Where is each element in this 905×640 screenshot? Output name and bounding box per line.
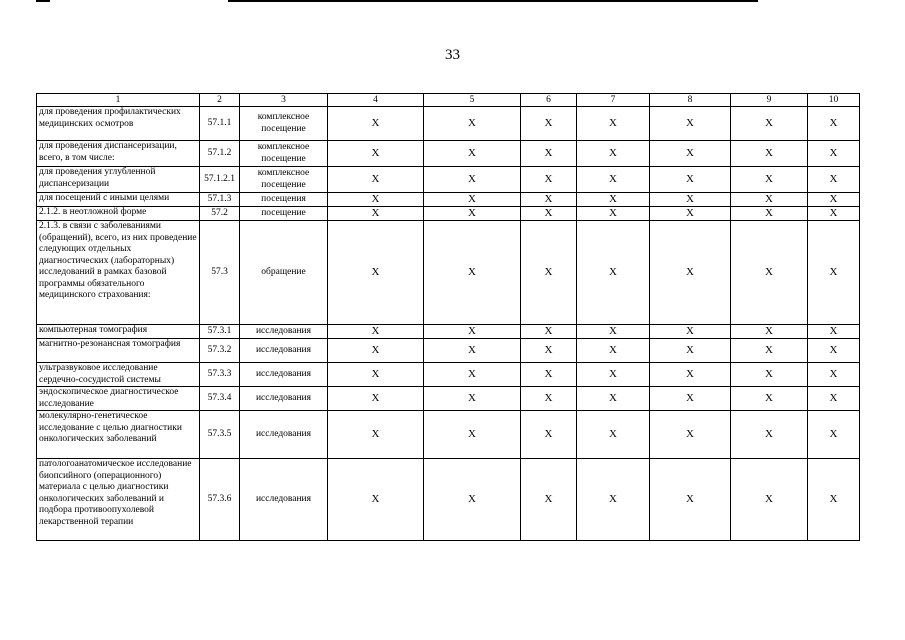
row-value: X [650, 141, 731, 167]
col-header: 10 [808, 94, 860, 107]
row-value: X [328, 325, 424, 339]
col-header: 9 [731, 94, 808, 107]
table-row [37, 411, 860, 459]
row-value: X [731, 107, 808, 141]
page-number: 33 [445, 47, 460, 63]
row-code: 57.1.2.1 [200, 167, 240, 193]
row-value: X [731, 193, 808, 207]
row-value: X [577, 221, 650, 325]
row-value: X [731, 459, 808, 541]
row-value: X [650, 221, 731, 325]
col-header: 5 [424, 94, 521, 107]
row-value: X [328, 459, 424, 541]
row-value: X [521, 167, 577, 193]
row-value: X [577, 141, 650, 167]
row-value: X [650, 193, 731, 207]
row-value: X [808, 193, 860, 207]
table-row [37, 325, 860, 339]
row-value: X [808, 387, 860, 411]
row-value: X [328, 387, 424, 411]
row-value: X [424, 193, 521, 207]
row-value: X [650, 325, 731, 339]
row-value: X [731, 221, 808, 325]
row-value: X [521, 221, 577, 325]
col-header: 6 [521, 94, 577, 107]
row-value: X [731, 387, 808, 411]
row-unit: исследования [240, 363, 328, 387]
row-unit: исследования [240, 459, 328, 541]
row-value: X [808, 221, 860, 325]
col-header: 8 [650, 94, 731, 107]
row-unit: посещения [240, 193, 328, 207]
row-code: 57.3.5 [200, 411, 240, 459]
row-code: 57.3.4 [200, 387, 240, 411]
col-header: 7 [577, 94, 650, 107]
row-value: X [521, 411, 577, 459]
row-value: X [731, 141, 808, 167]
row-unit: исследования [240, 325, 328, 339]
row-value: X [731, 325, 808, 339]
row-code: 57.1.1 [200, 107, 240, 141]
table-row [37, 387, 860, 411]
row-value: X [328, 107, 424, 141]
row-name: 2.1.3. в связи с заболеваниями (обращений), всего, из них проведение следующих отдельных диагностических (лабораторных) исследований в рамках базовой программы обязательного медицинского страхования: [37, 221, 200, 325]
row-name: ультразвуковое исследование сердечно-сосудистой системы [37, 363, 200, 387]
col-header: 2 [200, 94, 240, 107]
row-name: для проведения диспансеризации, всего, в том числе: [37, 141, 200, 167]
row-unit: комплексное посещение [240, 107, 328, 141]
row-code: 57.1.3 [200, 193, 240, 207]
row-value: X [521, 207, 577, 221]
row-code: 57.3.1 [200, 325, 240, 339]
col-header: 1 [37, 94, 200, 107]
row-value: X [328, 141, 424, 167]
row-value: X [521, 363, 577, 387]
row-value: X [424, 141, 521, 167]
row-value: X [650, 459, 731, 541]
table-row [37, 339, 860, 363]
table-row [37, 107, 860, 141]
row-value: X [424, 339, 521, 363]
row-value: X [808, 141, 860, 167]
row-value: X [650, 339, 731, 363]
row-value: X [650, 207, 731, 221]
row-value: X [731, 363, 808, 387]
row-name: молекулярно-генетическое исследование с целью диагностики онкологических заболеваний [37, 411, 200, 459]
row-value: X [521, 459, 577, 541]
row-value: X [577, 459, 650, 541]
table-row [37, 221, 860, 325]
row-unit: посещение [240, 207, 328, 221]
table-row [37, 167, 860, 193]
row-value: X [521, 387, 577, 411]
row-value: X [808, 363, 860, 387]
row-value: X [808, 339, 860, 363]
column-number-row [37, 94, 860, 107]
row-value: X [424, 221, 521, 325]
row-value: X [650, 167, 731, 193]
row-value: X [731, 167, 808, 193]
row-name: патологоанатомическое исследование биопсийного (операционного) материала с целью диагностики онкологических заболеваний и подбора противоопухолевой лекарственной терапии [37, 459, 200, 541]
row-unit: обращение [240, 221, 328, 325]
row-value: X [577, 339, 650, 363]
scan-top-border [228, 0, 758, 2]
row-value: X [424, 363, 521, 387]
row-value: X [650, 411, 731, 459]
row-value: X [521, 193, 577, 207]
row-value: X [424, 325, 521, 339]
row-value: X [521, 325, 577, 339]
row-value: X [521, 141, 577, 167]
row-code: 57.1.2 [200, 141, 240, 167]
row-value: X [808, 107, 860, 141]
row-value: X [328, 411, 424, 459]
row-unit: комплексное посещение [240, 167, 328, 193]
row-value: X [731, 411, 808, 459]
row-name: магнитно-резонансная томография [37, 339, 200, 363]
row-value: X [328, 193, 424, 207]
table-row [37, 459, 860, 541]
row-value: X [731, 207, 808, 221]
row-value: X [731, 339, 808, 363]
row-name: для посещений с иными целями [37, 193, 200, 207]
row-value: X [424, 387, 521, 411]
row-name: для проведения профилактических медицинских осмотров [37, 107, 200, 141]
row-value: X [577, 387, 650, 411]
row-code: 57.2 [200, 207, 240, 221]
row-value: X [650, 363, 731, 387]
row-value: X [328, 167, 424, 193]
row-name: для проведения углубленной диспансеризации [37, 167, 200, 193]
row-name: 2.1.2. в неотложной форме [37, 207, 200, 221]
row-unit: исследования [240, 339, 328, 363]
row-value: X [328, 339, 424, 363]
row-value: X [577, 325, 650, 339]
row-value: X [521, 107, 577, 141]
table-row [37, 141, 860, 167]
row-value: X [328, 363, 424, 387]
row-code: 57.3.3 [200, 363, 240, 387]
row-unit: исследования [240, 411, 328, 459]
col-header: 4 [328, 94, 424, 107]
row-value: X [424, 167, 521, 193]
row-value: X [424, 207, 521, 221]
row-value: X [328, 221, 424, 325]
row-value: X [577, 207, 650, 221]
row-value: X [808, 411, 860, 459]
row-value: X [424, 459, 521, 541]
row-value: X [808, 325, 860, 339]
row-value: X [577, 193, 650, 207]
row-code: 57.3 [200, 221, 240, 325]
row-value: X [577, 107, 650, 141]
row-value: X [577, 363, 650, 387]
row-value: X [808, 207, 860, 221]
row-value: X [424, 411, 521, 459]
row-value: X [808, 167, 860, 193]
row-value: X [328, 207, 424, 221]
row-unit: исследования [240, 387, 328, 411]
row-value: X [650, 107, 731, 141]
row-name: эндоскопическое диагностическое исследование [37, 387, 200, 411]
table-row [37, 207, 860, 221]
row-value: X [650, 387, 731, 411]
scan-edge-mark [36, 0, 50, 2]
row-value: X [577, 411, 650, 459]
data-table [36, 93, 860, 541]
row-value: X [577, 167, 650, 193]
row-code: 57.3.6 [200, 459, 240, 541]
row-unit: комплексное посещение [240, 141, 328, 167]
row-name: компьютерная томография [37, 325, 200, 339]
row-value: X [808, 459, 860, 541]
row-value: X [521, 339, 577, 363]
table-row [37, 363, 860, 387]
table-row [37, 193, 860, 207]
row-value: X [424, 107, 521, 141]
col-header: 3 [240, 94, 328, 107]
row-code: 57.3.2 [200, 339, 240, 363]
